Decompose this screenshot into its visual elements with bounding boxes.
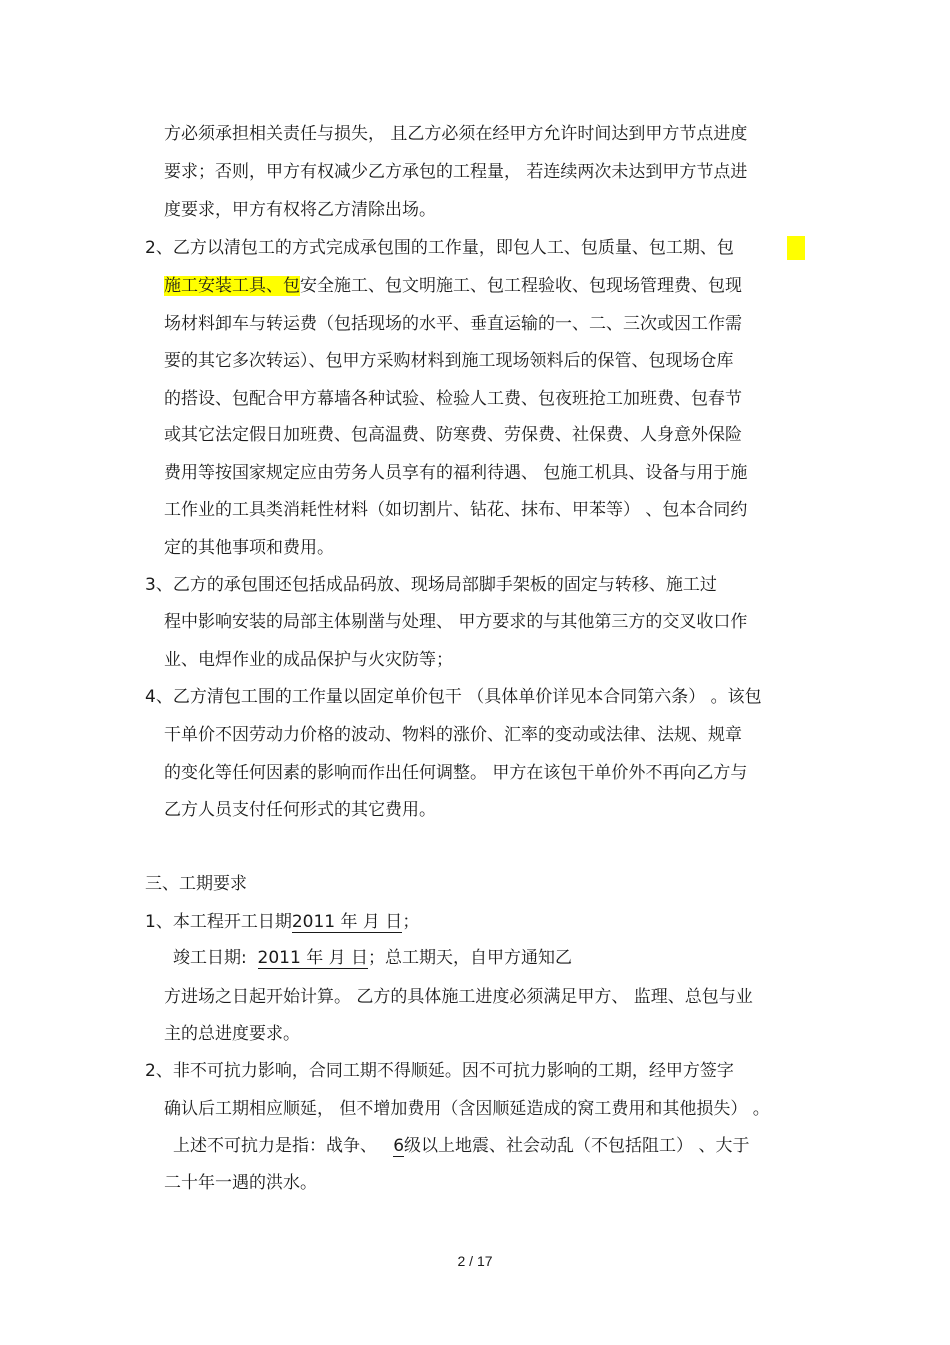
text-segment: 上述不可抗力是指：战争、	[173, 1136, 377, 1156]
text-line: 方必须承担相关责任与损失， 且乙方必须在经甲方允许时间达到甲方节点进度	[164, 124, 748, 144]
highlight-marker	[787, 236, 805, 260]
text-line: 干单价不因劳动力价格的波动、物料的涨价、汇率的变动或法律、法规、规章	[164, 725, 742, 745]
text-line: 业、电焊作业的成品保护与火灾防等；	[164, 650, 453, 670]
text-line: 费用等按国家规定应由劳务人员享有的福利待遇、 包施工机具、设备与用于施	[164, 463, 748, 483]
completion-date-blank: 2011 年 月 日	[257, 948, 369, 968]
list-item-1	[145, 911, 419, 933]
text-line	[173, 947, 572, 969]
text-line: 的搭设、包配合甲方幕墙各种试验、检验人工费、包夜班抢工加班费、包春节	[164, 389, 742, 409]
text-line: 方进场之日起开始计算。 乙方的具体施工进度必须满足甲方、 监理、总包与业	[164, 987, 753, 1007]
start-date-label: 1、本工程开工日期	[145, 912, 292, 932]
earthquake-level-blank: 6	[393, 1136, 405, 1156]
text-line: 程中影响安装的局部主体剔凿与处理、 甲方要求的与其他第三方的交叉收口作	[164, 612, 748, 632]
text-line: 乙方人员支付任何形式的其它费用。	[164, 800, 436, 820]
text-line: 主的总进度要求。	[164, 1024, 300, 1044]
text-segment: ；	[402, 912, 420, 932]
text-line	[173, 1135, 749, 1157]
text-line: 的变化等任何因素的影响而作出任何调整。 甲方在该包干单价外不再向乙方与	[164, 763, 748, 783]
text-line: 度要求，甲方有权将乙方清除出场。	[164, 200, 436, 220]
text-segment: 级以上地震、社会动乱（不包括阻工） 、大于	[404, 1136, 750, 1156]
highlighted-text: 施工安装工具、包	[164, 276, 300, 296]
text-line: 要求；否则，甲方有权减少乙方承包的工程量， 若连续两次未达到甲方节点进	[164, 162, 748, 182]
text-line: 工作业的工具类消耗性材料（如切割片、钻花、抹布、甲苯等） 、包本合同约	[164, 500, 748, 520]
text-line: 或其它法定假日加班费、包高温费、防寒费、劳保费、社保费、人身意外保险	[164, 425, 742, 445]
section-heading: 三、工期要求	[145, 874, 247, 894]
text-segment: ；总工期天，自甲方通知乙	[368, 948, 573, 968]
start-date-blank: 2011 年 月 日	[291, 912, 403, 932]
list-item-4: 4、乙方清包工围的工作量以固定单价包干 （具体单价详见本合同第六条） 。该包	[145, 687, 762, 707]
text-line: 确认后工期相应顺延， 但不增加费用（含因顺延造成的窝工费用和其他损失） 。	[164, 1099, 770, 1119]
text-segment: 安全施工、包文明施工、包工程验收、包现场管理费、包现	[300, 276, 742, 296]
text-line	[164, 275, 742, 297]
list-item-3: 3、乙方的承包围还包括成品码放、现场局部脚手架板的固定与转移、施工过	[145, 575, 717, 595]
completion-date-label: 竣工日期:	[173, 948, 247, 968]
text-line: 场材料卸车与转运费（包括现场的水平、垂直运输的一、二、三次或因工作需	[164, 314, 742, 334]
text-line: 要的其它多次转运）、包甲方采购材料到施工现场领料后的保管、包现场仓库	[164, 351, 734, 371]
list-item-2: 2、乙方以清包工的方式完成承包围的工作量，即包人工、包质量、包工期、包	[145, 238, 734, 258]
page-number: 2 / 17	[457, 1253, 493, 1269]
text-line: 定的其他事项和费用。	[164, 538, 334, 558]
text-line: 二十年一遇的洪水。	[164, 1173, 317, 1193]
list-item-2: 2、非不可抗力影响，合同工期不得顺延。因不可抗力影响的工期，经甲方签字	[145, 1061, 734, 1081]
